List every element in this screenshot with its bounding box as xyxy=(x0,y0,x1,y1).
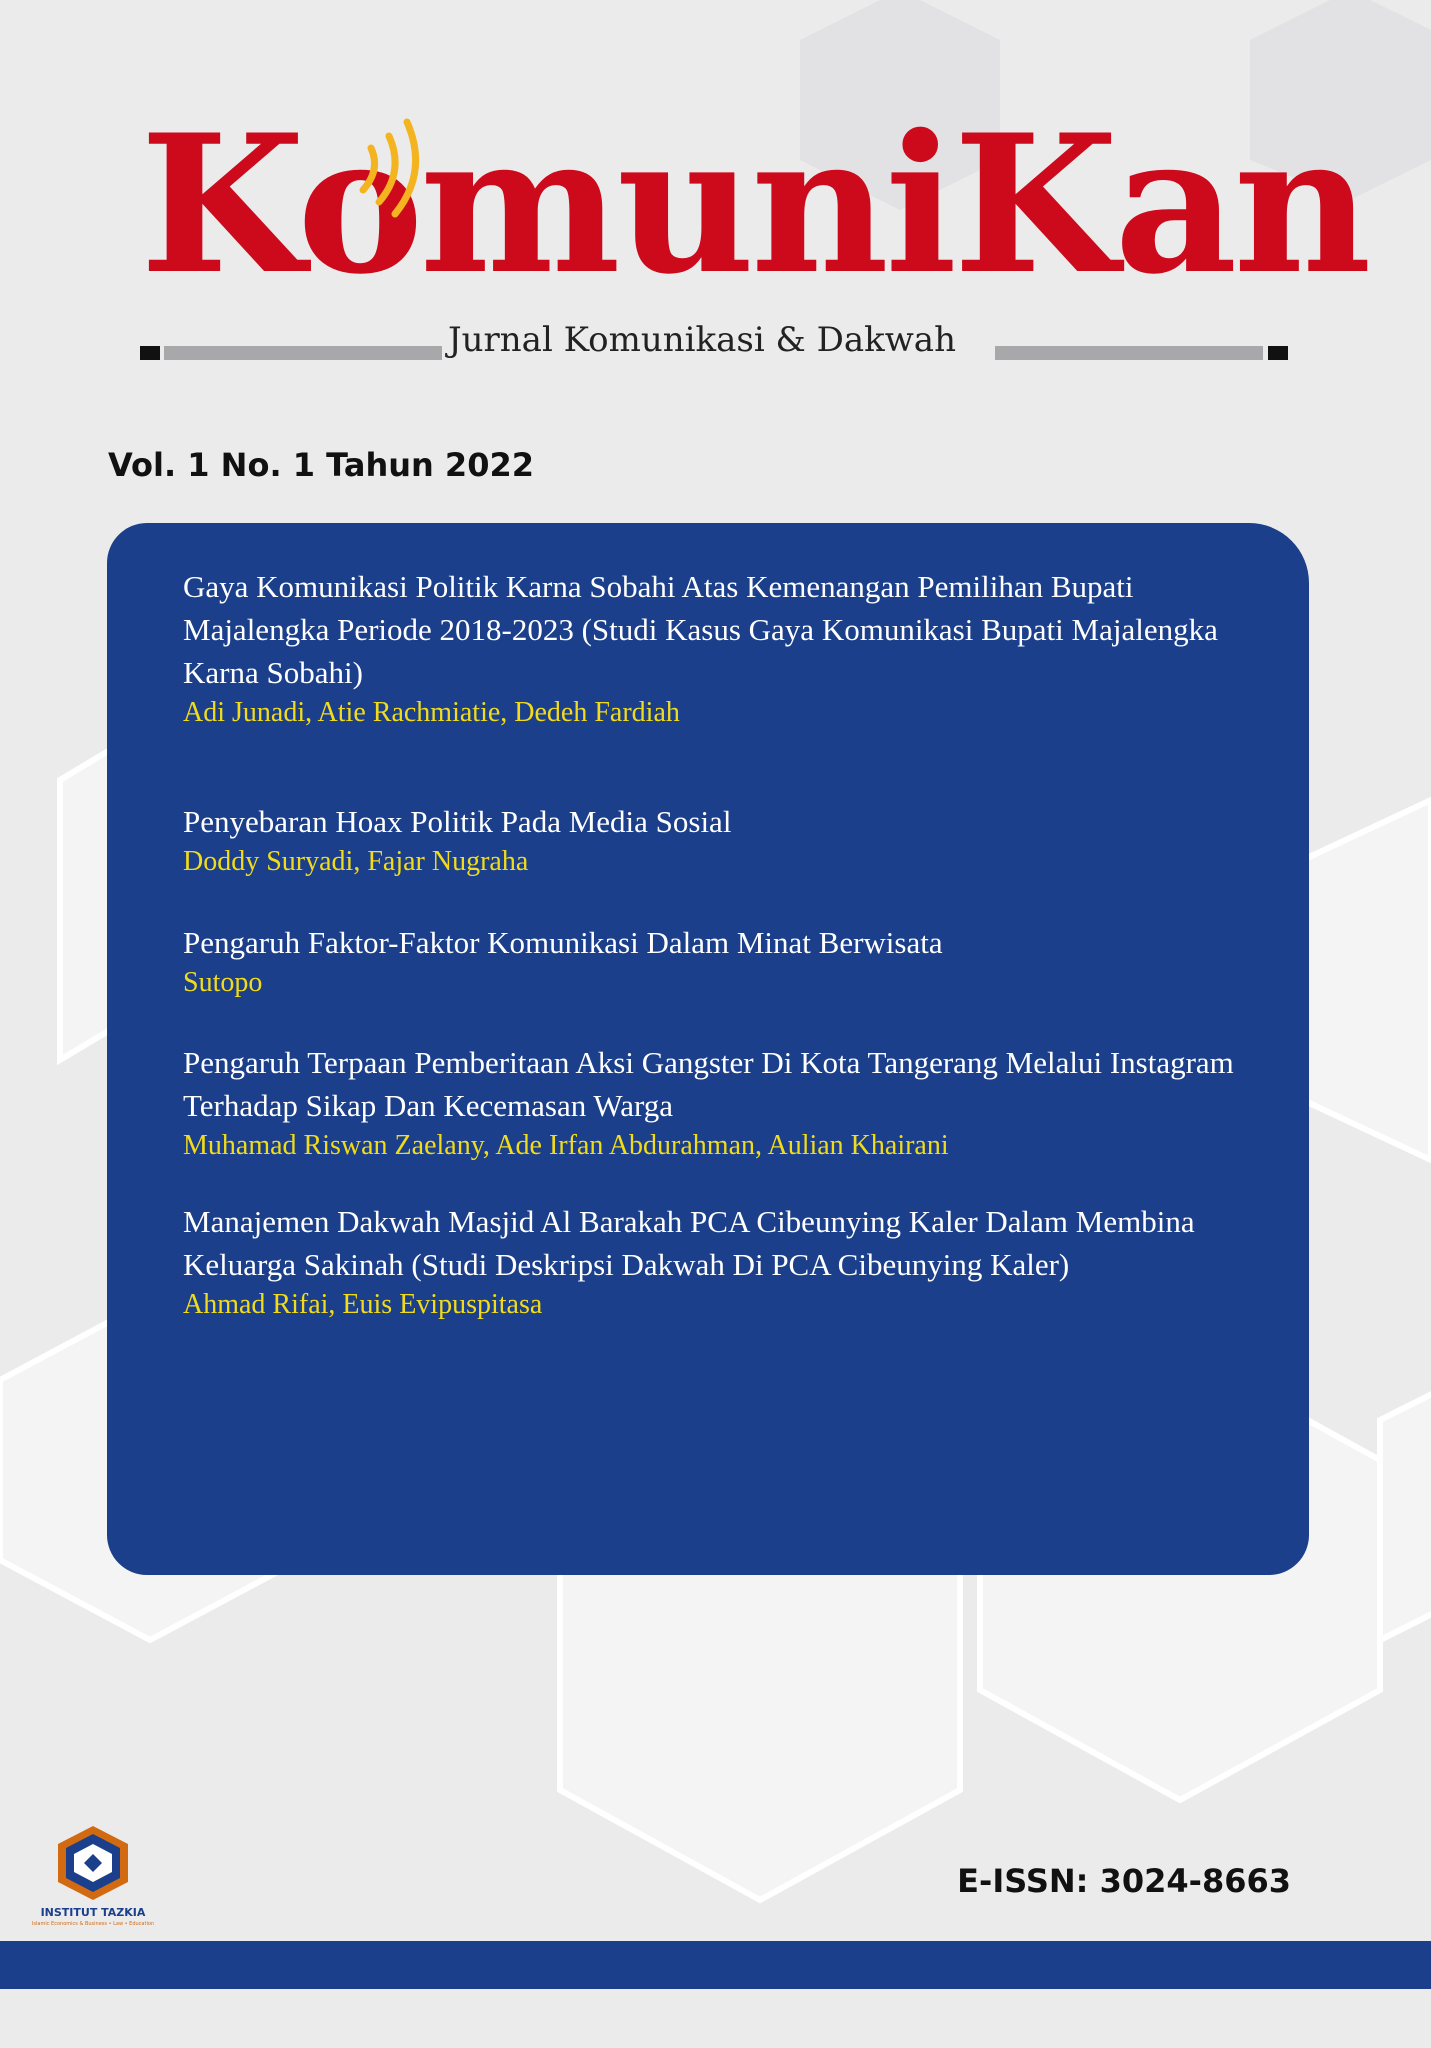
article-authors: Muhamad Riswan Zaelany, Ade Irfan Abdurahman, Aulian Khairani xyxy=(183,1130,949,1161)
article-authors: Sutopo xyxy=(183,967,263,998)
article-authors: Ahmad Rifai, Euis Evipuspitasa xyxy=(183,1289,543,1320)
article-title: Pengaruh Faktor-Faktor Komunikasi Dalam Minat Berwisata xyxy=(183,925,943,960)
journal-subtitle: Jurnal Komunikasi & Dakwah xyxy=(448,320,956,360)
article-entry-4 xyxy=(183,1041,1253,1165)
table-of-contents-panel xyxy=(107,523,1309,1575)
article-title: Penyebaran Hoax Politik Pada Media Sosial xyxy=(183,804,732,839)
journal-masthead xyxy=(140,93,1368,370)
footer-bar xyxy=(0,1941,1431,1989)
article-title: Gaya Komunikasi Politik Karna Sobahi Atas Kemenangan Pemilihan Bupati Majalengka Periode 2018-2023 (Studi Kasus Gaya Komunikasi Bupati Majalengka Karna Sobahi) xyxy=(183,569,1218,690)
rule-right-cap xyxy=(1268,346,1288,360)
article-title: Manajemen Dakwah Masjid Al Barakah PCA Cibeunying Kaler Dalam Membina Keluarga Sakinah (Studi Deskripsi Dakwah Di PCA Cibeunying Kaler) xyxy=(183,1204,1195,1282)
institution-emblem-icon xyxy=(28,1822,158,1904)
institution-name: INSTITUT TAZKIA xyxy=(40,1906,146,1919)
institution-tagline: Islamic Economics & Business • Law • Education xyxy=(31,1921,155,1927)
institution-logo xyxy=(28,1822,158,1932)
signal-waves-icon xyxy=(353,110,443,220)
article-entry-3 xyxy=(183,921,1253,1002)
rule-left xyxy=(164,346,442,360)
article-authors: Adi Junadi, Atie Rachmiatie, Dedeh Fardiah xyxy=(183,697,680,728)
article-authors: Doddy Suryadi, Fajar Nugraha xyxy=(183,846,529,877)
article-entry-2 xyxy=(183,800,1253,881)
rule-left-cap xyxy=(140,346,160,360)
journal-logo xyxy=(140,93,1368,316)
issue-label: Vol. 1 No. 1 Tahun 2022 xyxy=(108,446,534,484)
article-entry-1 xyxy=(183,565,1253,732)
journal-logo-text: KomuniKan xyxy=(140,93,1368,316)
rule-right xyxy=(995,346,1263,360)
article-title: Pengaruh Terpaan Pemberitaan Aksi Gangster Di Kota Tangerang Melalui Instagram Terhadap Sikap Dan Kecemasan Warga xyxy=(183,1045,1234,1123)
issn-label: E-ISSN: 3024-8663 xyxy=(957,1862,1291,1900)
article-entry-5 xyxy=(183,1200,1253,1324)
